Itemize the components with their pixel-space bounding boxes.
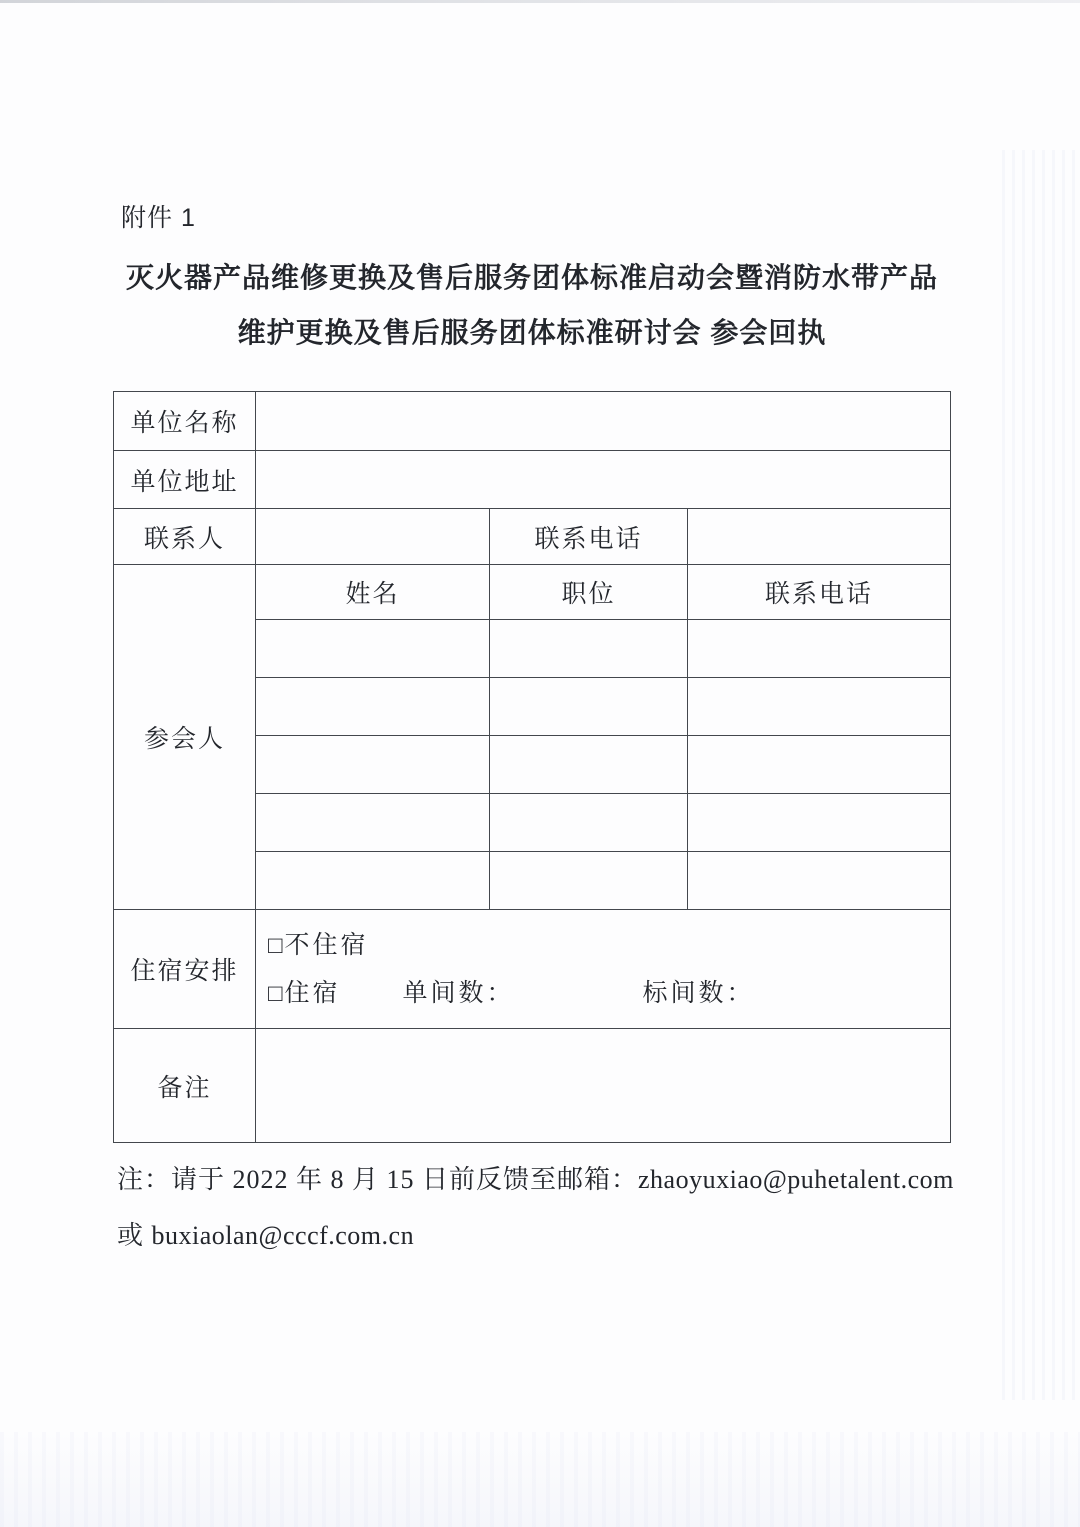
participant-position-cell <box>490 736 688 794</box>
participant-name-cell <box>256 852 490 910</box>
participant-col-name: 姓名 <box>256 565 490 620</box>
stay-checkbox-icon: □ <box>268 981 283 1007</box>
participant-header-row <box>114 565 951 620</box>
remarks-value-cell <box>256 1029 951 1143</box>
no-stay-option-label: 不住宿 <box>284 932 369 959</box>
attachment-label: 附件 1 <box>121 204 196 232</box>
footer-note-line2-text: 或 <box>117 1221 152 1250</box>
participant-phone-cell <box>688 794 951 852</box>
scan-edge-artifact <box>0 0 1080 3</box>
participant-col-phone: 联系电话 <box>688 565 951 620</box>
document-title-line1: 灭火器产品维修更换及售后服务团体标准启动会暨消防水带产品 <box>125 262 938 293</box>
participant-position-cell <box>490 852 688 910</box>
participant-position-cell <box>490 620 688 678</box>
no-stay-option <box>268 922 950 970</box>
participant-name-cell <box>256 678 490 736</box>
scan-streak-artifact <box>1002 150 1080 1400</box>
unit-name-row <box>114 392 951 451</box>
single-room-count-label: 单间数： <box>402 980 515 1007</box>
accommodation-label: 住宿安排 <box>114 910 256 1029</box>
unit-address-value-cell <box>256 451 951 509</box>
participant-position-cell <box>490 678 688 736</box>
participant-phone-cell <box>688 620 951 678</box>
participants-label: 参会人 <box>114 565 256 910</box>
unit-name-label: 单位名称 <box>114 392 256 451</box>
accommodation-options-cell <box>256 910 951 1029</box>
participant-phone-cell <box>688 678 951 736</box>
contact-row <box>114 509 951 565</box>
participant-name-cell <box>256 736 490 794</box>
scan-tint-artifact <box>0 1432 1080 1527</box>
remarks-row <box>114 1029 951 1143</box>
unit-address-label: 单位地址 <box>114 451 256 509</box>
stay-option <box>268 970 950 1018</box>
reply-form-table <box>113 391 951 1143</box>
participant-phone-cell <box>688 736 951 794</box>
contact-label: 联系人 <box>114 509 256 565</box>
accommodation-row <box>114 910 951 1029</box>
standard-room-count-label: 标间数： <box>642 980 755 1007</box>
participant-name-cell <box>256 794 490 852</box>
footer-note-line2 <box>117 1208 977 1264</box>
participant-col-position: 职位 <box>490 565 688 620</box>
participant-position-cell <box>490 794 688 852</box>
document-title-line2: 维护更换及售后服务团体标准研讨会 参会回执 <box>237 317 827 348</box>
contact-phone-label: 联系电话 <box>490 509 688 565</box>
feedback-email-2: buxiaolan@cccf.com.cn <box>151 1221 415 1250</box>
footer-note-line1 <box>117 1152 977 1208</box>
remarks-label: 备注 <box>114 1029 256 1143</box>
no-stay-checkbox-icon: □ <box>268 933 283 959</box>
feedback-email-1: zhaoyuxiao@puhetalent.com <box>638 1165 954 1194</box>
participant-phone-cell <box>688 852 951 910</box>
stay-option-label: 住宿 <box>284 980 341 1007</box>
unit-name-value-cell <box>256 392 951 451</box>
unit-address-row <box>114 451 951 509</box>
contact-name-value-cell <box>256 509 490 565</box>
footer-note <box>117 1152 977 1264</box>
participant-name-cell <box>256 620 490 678</box>
footer-note-line1-text: 注：请于 2022 年 8 月 15 日前反馈至邮箱： <box>117 1165 639 1194</box>
contact-phone-value-cell <box>688 509 951 565</box>
